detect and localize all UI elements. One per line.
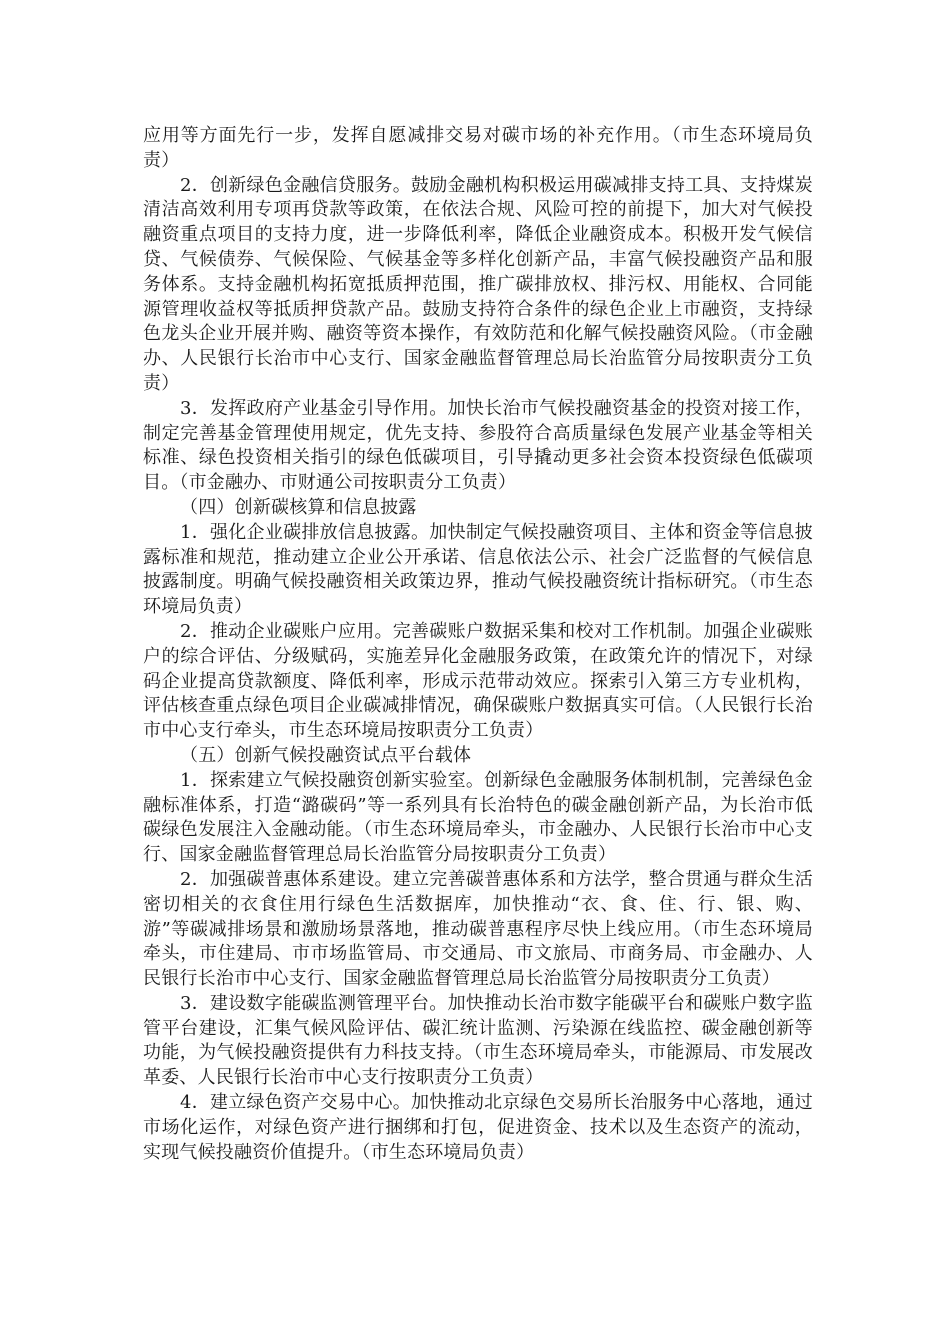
paragraph-continuation: 应用等方面先行一步，发挥自愿减排交易对碳市场的补充作用。（市生态环境局负责） (143, 125, 813, 171)
section-heading-4: （四）创新碳核算和信息披露 (180, 496, 417, 518)
paragraph-carbon-inclusive: 2．加强碳普惠体系建设。建立完善碳普惠体系和方法学，整合贯通与群众生活密切相关的衣食住用行绿色生活数据库，加快推动“衣、食、住、行、银、购、游”等碳减排场景和激励场景落地，推动碳普惠程序尽快上线应用。（市生态环境局牵头，市住建局、市市场监管局、市交通局、市文旅局、市商务局、市金融办、人民银行长治市中心支行、国家金融监督管理总局长治监管分局按职责分工负责） (143, 868, 813, 990)
paragraph-monitoring-platform: 3．建设数字能碳监测管理平台。加快推动长治市数字能碳平台和碳账户数字监管平台建设，汇集气候风险评估、碳汇统计监测、污染源在线监控、碳金融创新等功能，为气候投融资提供有力科技支持。（市生态环境局牵头，市能源局、市发展改革委、人民银行长治市中心支行按职责分工负责） (143, 992, 813, 1089)
section-heading-5: （五）创新气候投融资试点平台载体 (180, 744, 472, 766)
paragraph-innovation-lab: 1．探索建立气候投融资创新实验室。创新绿色金融服务体制机制，完善绿色金融标准体系，打造“潞碳码”等一系列具有长治特色的碳金融创新产品，为长治市低碳绿色发展注入金融动能。（市生态环境局牵头，市金融办、人民银行长治市中心支行、国家金融监督管理总局长治监管分局按职责分工负责） (143, 769, 813, 866)
paragraph-info-disclosure: 1．强化企业碳排放信息披露。加快制定气候投融资项目、主体和资金等信息披露标准和规范，推动建立企业公开承诺、信息依法公示、社会广泛监督的气候信息披露制度。明确气候投融资相关政策边界，推动气候投融资统计指标研究。（市生态环境局负责） (143, 521, 813, 618)
paragraph-green-credit: 2．创新绿色金融信贷服务。鼓励金融机构积极运用碳减排支持工具、支持煤炭清洁高效利用专项再贷款等政策，在依法合规、风险可控的前提下，加大对气候投融资重点项目的支持力度，进一步降低利率，降低企业融资成本。积极开发气候信贷、气候债券、气候保险、气候基金等多样化创新产品，丰富气候投融资产品和服务体系。支持金融机构拓宽抵质押范围，推广碳排放权、排污权、用能权、合同能源管理收益权等抵质押贷款产品。鼓励支持符合条件的绿色企业上市融资，支持绿色龙头企业开展并购、融资等资本操作，有效防范和化解气候投融资风险。（市金融办、人民银行长治市中心支行、国家金融监督管理总局长治监管分局按职责分工负责） (143, 174, 813, 394)
paragraph-industry-fund: 3．发挥政府产业基金引导作用。加快长治市气候投融资基金的投资对接工作，制定完善基金管理使用规定，优先支持、参股符合高质量绿色发展产业基金等相关标准、绿色投资相关指引的绿色低碳项目，引导撬动更多社会资本投资绿色低碳项目。（市金融办、市财通公司按职责分工负责） (143, 397, 813, 494)
paragraph-asset-exchange: 4．建立绿色资产交易中心。加快推动北京绿色交易所长治服务中心落地，通过市场化运作，对绿色资产进行捆绑和打包，促进资金、技术以及生态资产的流动，实现气候投融资价值提升。（市生态环境局负责） (143, 1092, 813, 1163)
paragraph-carbon-account: 2．推动企业碳账户应用。完善碳账户数据采集和校对工作机制。加强企业碳账户的综合评估、分级赋码，实施差异化金融服务政策，在政策允许的情况下，对绿码企业提高贷款额度、降低利率，形成示范带动效应。探索引入第三方专业机构，评估核查重点绿色项目企业碳减排情况，确保碳账户数据真实可信。（人民银行长治市中心支行牵头，市生态环境局按职责分工负责） (143, 620, 813, 742)
document-body (143, 124, 813, 1165)
